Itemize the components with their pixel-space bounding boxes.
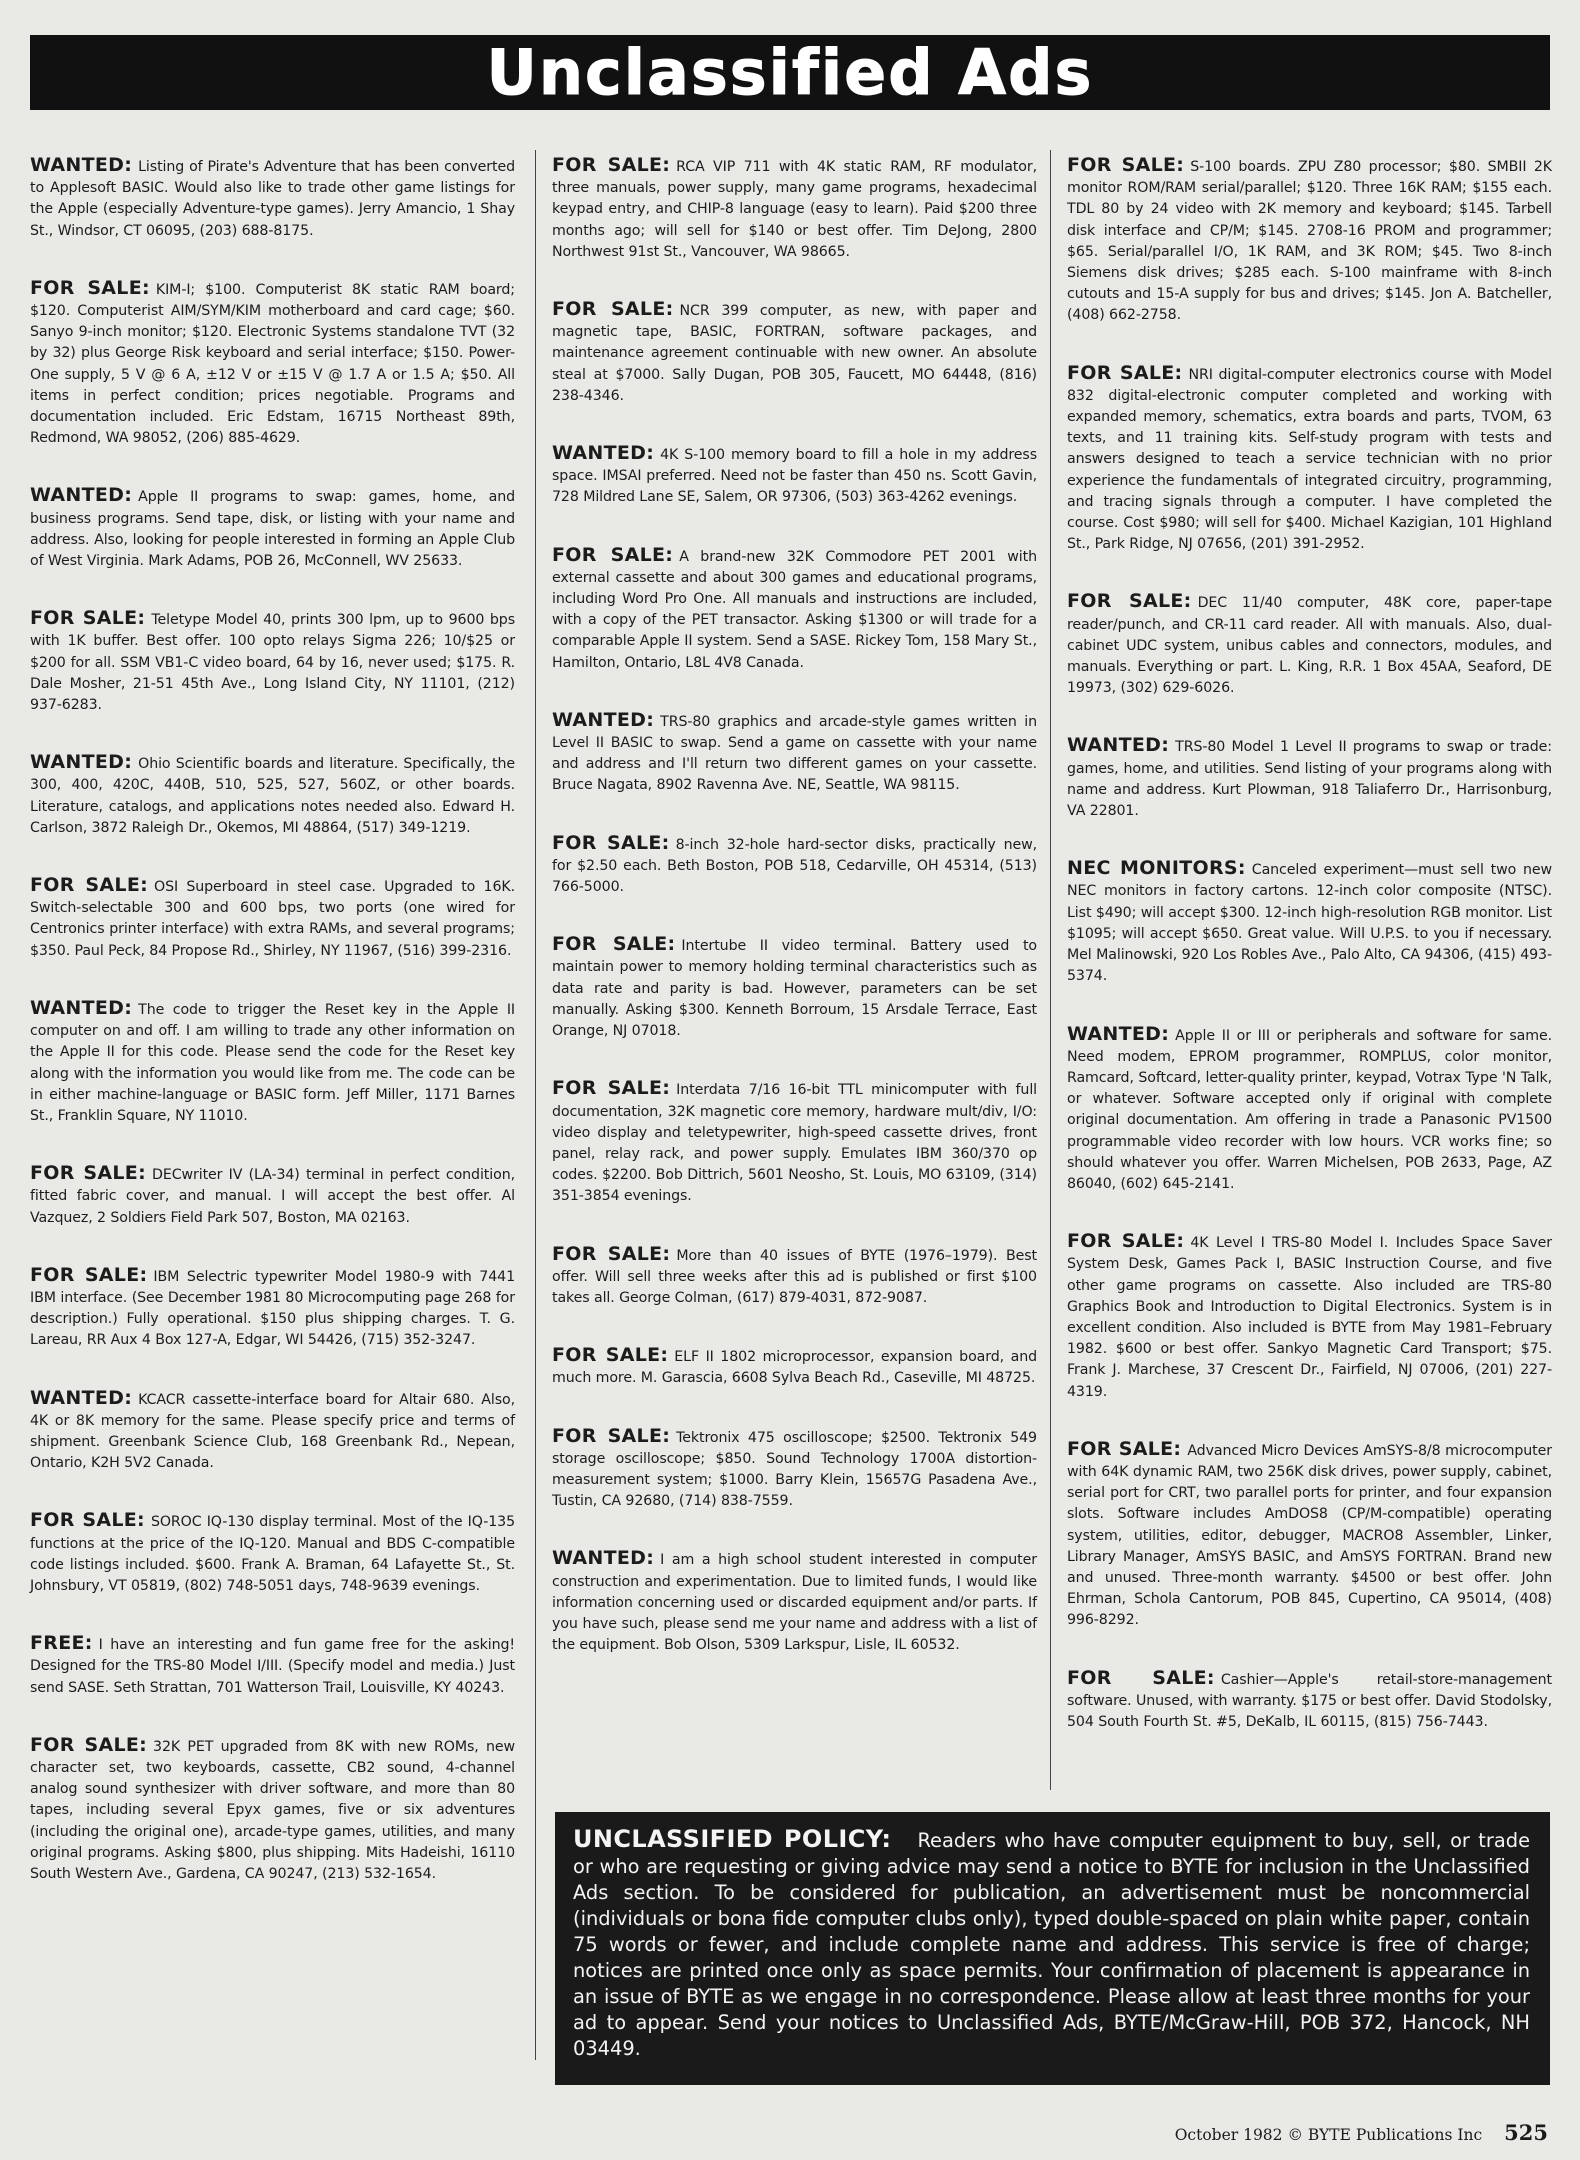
ads-column-3 — [1067, 155, 1552, 1769]
classified-ad — [552, 1078, 1037, 1207]
page-footer — [1175, 2120, 1548, 2145]
policy-text: Readers who have computer equipment to buy, sell, or trade or who are requesting or giving advice may send a notice to BYTE for inclusion in the Unclassified Ads section. To be considered for publication, an advertisement must be noncommercial (individuals or bona fide computer clubs only), typed double-spaced on plain white paper, contain 75 words or fewer, and include complete name and address. This service is free of charge; notices are printed once only as space permits. Your confirmation of placement is appearance in an issue of BYTE as we engage in no correspondence. Please allow at least three months for your ad to appear. Send your notices to Unclassified Ads, BYTE/McGraw-Hill, POB 372, Hancock, NH 03449. — [573, 1829, 1530, 2060]
classified-ad — [30, 1265, 515, 1352]
ad-body: 4K S-100 memory board to fill a hole in my address space. IMSAI preferred. Need not be faster than 450 ns. Scott Gavin, 728 Mildred Lane SE, Salem, OR 97306, (503) 363-4262 evenings. — [552, 447, 1037, 506]
ad-type-label: FOR SALE: — [1067, 154, 1185, 176]
classified-ad — [30, 998, 515, 1127]
ad-type-label: WANTED: — [30, 1386, 133, 1409]
classified-ad — [30, 1163, 515, 1229]
classified-ad — [1067, 858, 1552, 987]
ad-type-label: FOR SALE: — [552, 1077, 671, 1100]
ad-body: KCACR cassette-interface board for Altair 680. Also, 4K or 8K memory for the same. Please specify price and terms of shipment. Greenbank Science Club, 168 Greenbank Rd., Nepean, Ontario, K2H 5V2 Canada. — [30, 1391, 515, 1472]
ad-type-label: FOR SALE: — [30, 874, 148, 897]
ad-body: Canceled experiment—must sell two new NEC monitors in factory cartons. 12-inch color composite (NTSC). List $490; will accept $300. 12-inch high-resolution RGB monitor. List $1095; will accept $650. Great value. Will U.P.S. to you if necessary. Mel Malinowski, 920 Los Robles Ave., Palo Alto, CA 94306, (415) 493-5374. — [1067, 862, 1552, 985]
ad-body: Apple II or III or peripherals and software for same. Need modem, EPROM programmer, ROMPLUS, color monitor, Ramcard, Softcard, letter-quality printer, keypad, Votrax Type 'N Talk, or whatever. Software accepted only if original with complete original documentation. Am offering in trade a Panasonic PV1500 programmable video recorder with low hours. VCR works fine; so should whatever you offer. Warren Michelsen, POB 2633, Page, AZ 86040, (602) 645-2141. — [1067, 1027, 1552, 1192]
footer-credit: October 1982 © BYTE Publications Inc — [1174, 2126, 1483, 2144]
classified-ad — [552, 1244, 1037, 1310]
classified-ad — [30, 1735, 515, 1885]
page-title: Unclassified Ads — [486, 35, 1094, 109]
ad-type-label: WANTED: — [30, 154, 133, 176]
ad-body: Cashier—Apple's retail-store-management software. Unused, with warranty. $175 or best offer. David Stodolsky, 504 South Fourth St. #5, DeKalb, IL 60115, (815) 756-7443. — [1067, 1671, 1553, 1730]
ad-body: 8-inch 32-hole hard-sector disks, practically new, for $2.50 each. Beth Boston, POB 518, Cedarville, OH 45314, (513) 766-5000. — [552, 836, 1037, 896]
classified-ad — [1067, 1668, 1552, 1734]
ad-type-label: NEC MONITORS: — [1067, 857, 1246, 880]
ad-type-label: FOR SALE: — [30, 1162, 146, 1185]
ad-type-label: FOR SALE: — [552, 298, 674, 321]
ad-body: Advanced Micro Devices AmSYS-8/8 microcomputer with 64K dynamic RAM, two 256K disk drives, power supply, cabinet, serial port for CRT, two parallel ports for printer, and four expansion slots. Software includes AmDOS8 (CP/M-compatible) operating system, utilities, editor, debugger, MACRO8 Assembler, Linker, Library Manager, AmSYS BASIC, and AmSYS FORTRAN. Brand new and unused. Three-month warranty. $4500 or best offer. John Ehrman, Schola Cantorum, POB 845, Cupertino, CA 95014, (408) 996-8292. — [1067, 1442, 1552, 1629]
ad-body: TRS-80 graphics and arcade-style games written in Level II BASIC to swap. Send a game on cassette with your name and address and I'll return two different games on your cassette. Bruce Nagata, 8902 Ravenna Ave. NE, Seattle, WA 98115. — [552, 713, 1037, 794]
classified-ad — [552, 934, 1037, 1042]
classified-ad — [1067, 735, 1552, 822]
ad-body: TRS-80 Model 1 Level II programs to swap or trade: games, home, and utilities. Send listing of your programs along with name and address. Kurt Plowman, 918 Taliaferro Dr., Harrisonburg, VA 22801. — [1067, 739, 1552, 820]
classified-ad — [30, 485, 515, 572]
ad-body: SOROC IQ-130 display terminal. Most of the IQ-135 functions at the price of the IQ-120. Manual and BDS C-compatible code listings included. $600. Frank A. Braman, 64 Lafayette St., St. Johnsbury, VT 05819, (802) 748-5051 days, 748-9639 evenings. — [30, 1514, 516, 1594]
ad-type-label: FOR SALE: — [30, 607, 146, 630]
classified-ad — [1067, 1439, 1552, 1632]
unclassified-policy-box — [555, 1812, 1550, 2085]
ad-type-label: FOR SALE: — [552, 543, 674, 566]
ad-body: Ohio Scientific boards and literature. Specifically, the 300, 400, 420C, 440B, 510, 525, 527, 560Z, or other boards. Literature, catalogs, and applications notes needed also. Edward H. Carlson, 3872 Raleigh Dr., Okemos, MI 48864, (517) 349-1219. — [30, 756, 515, 836]
classified-ad — [552, 1345, 1037, 1389]
ad-type-label: FOR SALE: — [552, 933, 676, 956]
classified-ad — [552, 1426, 1037, 1513]
classified-ad — [30, 1388, 515, 1475]
classified-ad — [1067, 363, 1552, 556]
ad-type-label: FOR SALE: — [30, 1509, 145, 1532]
ad-body: S-100 boards. ZPU Z80 processor; $80. SMBII 2K monitor ROM/RAM serial/parallel; $120. Three 16K RAM; $155 each. TDL 80 by 24 video with 2K memory and keyboard; $145. Tarbell disk interface and CP/M; $145. 2708-16 PROM and programmer; $65. Serial/parallel I/O, 1K RAM, and 3K ROM; $45. Two 8-inch Siemens disk drives; $285 each. S-100 mainframe with 8-inch cutouts and 15-A supply for bus and drives; $145. Jon A. Batcheller, (408) 662-2758. — [1067, 159, 1552, 324]
ad-body: DEC 11/40 computer, 48K core, paper-tape reader/punch, and CR-11 card reader. All with manuals. Also, dual-cabinet UDC system, unibus cables and connectors, modules, and manuals. Everything or part. L. King, R.R. 1 Box 45AA, Seaford, DE 19973, (302) 629-6026. — [1067, 595, 1552, 697]
ad-body: Intertube II video terminal. Battery used to maintain power to memory holding terminal characteristics such as data rate and parity is bad. However, parameters can be set manually. Asking $300. Kenneth Borroum, 15 Arsdale Terrace, East Orange, NJ 07018. — [552, 938, 1038, 1040]
classified-ad — [552, 833, 1037, 899]
ad-body: NRI digital-computer electronics course with Model 832 digital-electronic computer completed and working with expanded memory, schematics, extra boards and parts, TVOM, 63 texts, and 11 training kits. Self-study program with tests and answers designed to teach a service technician with no prior experience the fundamentals of integrated circuitry, programming, and tracing signals through a computer. I have completed the course. Cost $980; will sell for $400. Michael Kazigian, 101 Highland St., Park Ridge, NJ 07656, (201) 391-2952. — [1067, 366, 1552, 553]
ad-type-label: FOR SALE: — [1067, 1437, 1182, 1460]
ad-type-label: FOR SALE: — [30, 1733, 148, 1756]
ad-type-label: FOR SALE: — [1067, 361, 1183, 384]
column-divider — [1050, 150, 1051, 1790]
ad-body: Tektronix 475 oscilloscope; $2500. Tektronix 549 storage oscilloscope; $850. Sound Technology 1700A distortion-measurement system; $1000. Barry Klein, 15657G Pasadena Ave., Tustin, CA 92680, (714) 838-7559. — [552, 1429, 1037, 1510]
ad-body: 4K Level I TRS-80 Model I. Includes Space Saver System Desk, Games Pack I, BASIC Instruction Course, and five other game programs on cassette. Also included are TRS-80 Graphics Book and Introduction to Digital Electronics. System is in excellent condition. Also included is BYTE from May 1981–February 1982. $600 or best offer. Sankyo Magnetic Card Transport; $75. Frank J. Marchese, 37 Crescent Dr., Fairfield, NJ 07006, (201) 227-4319. — [1067, 1235, 1552, 1400]
page-number: 525 — [1504, 2120, 1548, 2145]
ad-type-label: FREE: — [30, 1632, 93, 1655]
ad-type-label: WANTED: — [30, 996, 133, 1019]
ad-type-label: FOR SALE: — [30, 1263, 148, 1286]
column-divider — [535, 150, 536, 2060]
classified-ad — [552, 443, 1037, 509]
classified-ad — [1067, 1231, 1552, 1403]
ad-body: 32K PET upgraded from 8K with new ROMs, new character set, two keyboards, cassette, CB2 sound, 4-channel analog sound synthesizer with driver software, and more than 80 tapes, including several Epyx games, five or six adventures (including the original one), arcade-type games, utilities, and many original programs. Asking $800, plus shipping. Mits Hadeishi, 16110 South Western Ave., Gardena, CA 90247, (213) 532-1654. — [30, 1738, 515, 1882]
title-banner — [30, 35, 1550, 110]
ad-body: Apple II programs to swap: games, home, and business programs. Send tape, disk, or listing with your name and address. Also, looking for people interested in forming an Apple Club of West Virginia. Mark Adams, POB 26, McConnell, WV 25633. — [30, 489, 515, 570]
ad-type-label: WANTED: — [552, 442, 655, 465]
ad-type-label: FOR SALE: — [552, 1242, 671, 1265]
classified-ad — [30, 278, 515, 450]
classified-ad — [552, 1548, 1037, 1656]
ads-column-2 — [552, 155, 1037, 1692]
classified-ad — [552, 299, 1037, 407]
ad-type-label: FOR SALE: — [1067, 1230, 1185, 1253]
classified-ad — [30, 155, 515, 242]
classified-ad — [552, 545, 1037, 674]
classified-ad — [552, 155, 1037, 263]
classified-ad — [30, 608, 515, 716]
classified-ad — [30, 752, 515, 839]
ad-type-label: FOR SALE: — [1067, 1666, 1215, 1689]
ad-type-label: FOR SALE: — [30, 276, 150, 299]
ad-type-label: FOR SALE: — [1067, 590, 1192, 613]
ad-body: Listing of Pirate's Adventure that has been converted to Applesoft BASIC. Would also like to trade other game listings for the Apple (especially Adventure-type games). Jerry Amancio, 1 Shay St., Windsor, CT 06095, (203) 688-8175. — [30, 159, 515, 239]
ad-body: I am a high school student interested in computer construction and experimentation. Due to limited funds, I would like information concerning used or discarded equipment and/or parts. If you have such, please send me your name and address with a list of the equipment. Bob Olson, 5309 Larkspur, Lisle, IL 60532. — [552, 1552, 1037, 1654]
ad-body: Interdata 7/16 16-bit TTL minicomputer with full documentation, 32K magnetic core memory, hardware mult/div, I/O: video display and teletypewriter, high-speed cassette drives, front panel, relay rack, and power supply. Emulates IBM 360/370 op codes. $2200. Bob Dittrich, 5601 Neosho, St. Louis, MO 63109, (314) 351-3854 evenings. — [552, 1082, 1038, 1205]
ad-type-label: WANTED: — [552, 708, 655, 731]
ads-column-1 — [30, 155, 515, 1921]
ad-body: The code to trigger the Reset key in the Apple II computer on and off. I am willing to trade any other information on the Apple II for this code. Please send the code for the Reset key along with the information you would like from me. The code can be in either machine-language or BASIC form. Jeff Miller, 1171 Barnes St., Franklin Square, NY 11010. — [30, 1001, 515, 1124]
ad-type-label: FOR SALE: — [552, 1344, 669, 1367]
classified-ad — [30, 1633, 515, 1699]
ad-body: OSI Superboard in steel case. Upgraded to 16K. Switch-selectable 300 and 600 bps, two ports (one wired for Centronics printer interface) with extra RAMs, and several programs; $350. Paul Peck, 84 Propose Rd., Shirley, NY 11967, (516) 399-2316. — [30, 879, 515, 959]
classified-ad — [1067, 591, 1552, 699]
classified-ad — [1067, 1024, 1552, 1196]
classified-ad — [30, 875, 515, 962]
classified-ad — [552, 710, 1037, 797]
ad-body: A brand-new 32K Commodore PET 2001 with external cassette and about 300 games and educational programs, including Word Pro One. All manuals and instructions are included, with a copy of the PET transactor. Asking $1300 or will trade for a comparable Apple II system. Send a SASE. Rickey Tom, 158 Mary St., Hamilton, Ontario, L8L 4V8 Canada. — [552, 548, 1037, 671]
classified-ad — [1067, 155, 1552, 327]
ad-body: ELF II 1802 microprocessor, expansion board, and much more. M. Garascia, 6608 Sylva Beach Rd., Caseville, MI 48725. — [552, 1349, 1037, 1387]
ad-type-label: WANTED: — [30, 484, 133, 507]
ad-body: IBM Selectric typewriter Model 1980-9 with 7441 IBM interface. (See December 1981 80 Microcomputing page 268 for description.) Fully operational. $150 plus shipping charges. T. G. Lareau, RR Aux 4 Box 127-A, Edgar, WI 54426, (715) 352-3247. — [30, 1268, 515, 1349]
ad-body: NCR 399 computer, as new, with paper and magnetic tape, BASIC, FORTRAN, software packages, and maintenance agreement continuable with new owner. An absolute steal at $7000. Sally Dugan, POB 305, Faucett, MO 64448, (816) 238-4346. — [552, 303, 1037, 404]
ad-type-label: WANTED: — [1067, 1022, 1170, 1045]
ad-type-label: WANTED: — [552, 1547, 655, 1570]
ad-body: KIM-I; $100. Computerist 8K static RAM board; $120. Computerist AIM/SYM/KIM motherboard and card cage; $60. Sanyo 9-inch monitor; $120. Electronic Systems standalone TVT (32 by 32) plus George Risk keyboard and serial interface; $150. Power-One supply, 5 V @ 6 A, ±12 V or ±15 V @ 1.7 A or 1.5 A; $50. All items in perfect condition; prices negotiable. Programs and documentation included. Eric Edstam, 16715 Northeast 89th, Redmond, WA 98052, (206) 885-4629. — [30, 281, 515, 447]
ad-body: More than 40 issues of BYTE (1976–1979). Best offer. Will sell three weeks after this ad is published or first $100 takes all. George Colman, (617) 879-4031, 872-9087. — [552, 1247, 1037, 1306]
ad-type-label: FOR SALE: — [552, 154, 671, 176]
ad-body: DECwriter IV (LA-34) terminal in perfect condition, fitted fabric cover, and manual. I will accept the best offer. Al Vazquez, 2 Soldiers Field Park 507, Boston, MA 02163. — [30, 1167, 515, 1226]
ad-type-label: WANTED: — [1067, 734, 1170, 757]
ad-body: RCA VIP 711 with 4K static RAM, RF modulator, three manuals, power supply, many game programs, hexadecimal keypad entry, and CHIP-8 language (easy to learn). Paid $200 three months ago; will sell for $140 or best offer. Tim DeJong, 2800 Northwest 91st St., Vancouver, WA 98665. — [552, 159, 1037, 260]
ad-type-label: WANTED: — [30, 751, 133, 774]
classified-ad — [30, 1510, 515, 1597]
ad-body: Teletype Model 40, prints 300 lpm, up to 9600 bps with 1K buffer. Best offer. 100 opto relays Sigma 226; 10/$25 or $200 for all. SSM VB1-C video board, 64 by 16, never used; $175. R. Dale Mosher, 21-51 45th Ave., Long Island City, NY 11101, (212) 937-6283. — [30, 612, 516, 714]
policy-heading: UNCLASSIFIED POLICY: — [573, 1825, 892, 1853]
ad-type-label: FOR SALE: — [552, 1424, 671, 1447]
ad-body: I have an interesting and fun game free for the asking! Designed for the TRS-80 Model I/III. (Specify model and media.) Just send SASE. Seth Strattan, 701 Watterson Trail, Louisville, KY 40243. — [30, 1637, 515, 1696]
ad-type-label: FOR SALE: — [552, 831, 670, 854]
